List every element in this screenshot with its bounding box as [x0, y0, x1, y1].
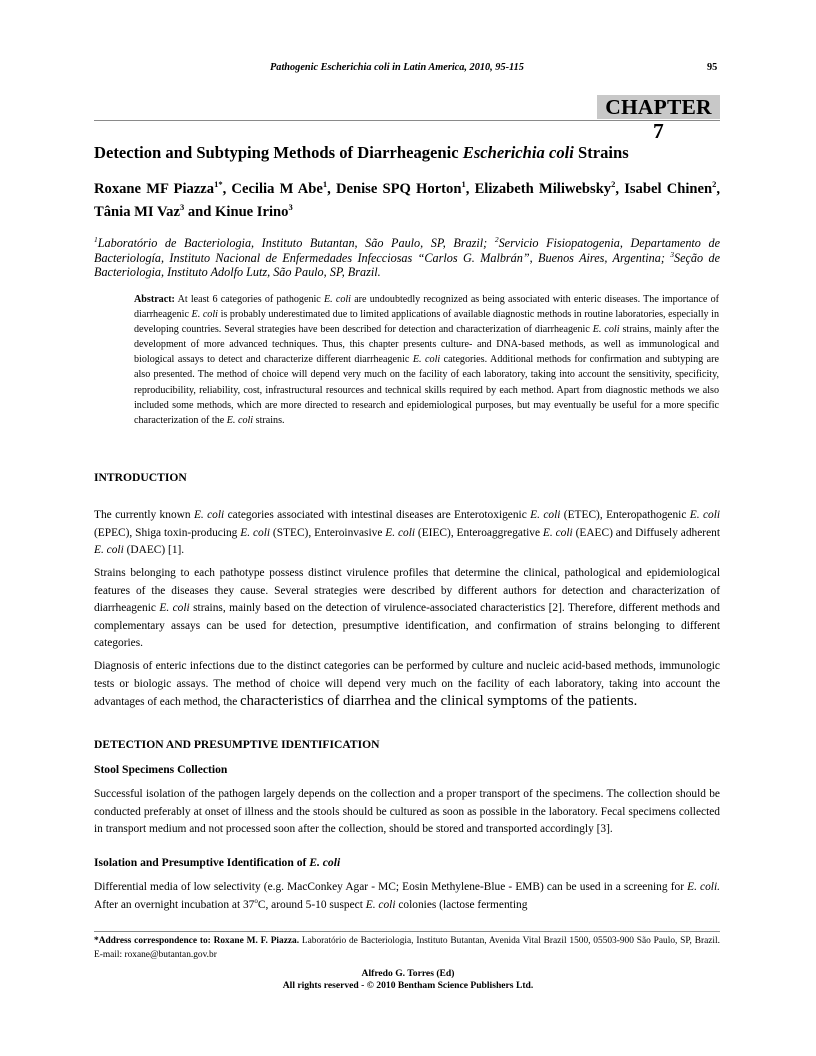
paragraph-stool: Successful isolation of the pathogen largely depends on the collection and a proper transport of the specimens. The collection should be conducted preferably at onset of illness and the stools should be cultured as soon as possible in the laboratory. Fecal specimens collected in transport medium and not processed soon after the collection, should be stored and transported accordingly [3].	[94, 788, 720, 835]
article-title	[94, 143, 734, 163]
author: Denise SPQ Horton$^1$,	[335, 179, 475, 197]
author: Elizabeth Miliwebsky$^2$,	[474, 179, 625, 197]
section-heading-introduction: INTRODUCTION	[94, 471, 187, 484]
imprint-editor: Alfredo G. Torres (Ed)	[361, 968, 455, 979]
paragraph-intro-3: Diagnosis of enteric infections due to the distinct categories can be performed by culture and nucleic acid-based methods, immunologic tests or biologic assays. The method of choice will depend very much on the facility of each laboratory, taking into account the advantages of each method, the characteristics of diarrhea and the clinical symptoms of the patients.	[94, 660, 720, 709]
paragraph-intro-1: The currently known E. coli categories associated with intestinal diseases are Enterotoxigenic E. coli (ETEC), Enteropathogenic E. coli (EPEC), Shiga toxin-producing E. coli (STEC), Enteroinvasive E. coli (EIEC), Enteroaggregative E. coli (EAEC) and Diffusely adherent E. coli (DAEC) [1].	[94, 509, 721, 556]
author: Tânia MI Vaz$^3$ and	[94, 201, 216, 220]
affiliation: Servicio Fisiopatogenia, Departamento de Bacteriología, Instituto Nacional de Enfermedades Infecciosas “Carlos G. Malbrán”, Buenos Aires, Argentina;	[94, 236, 720, 265]
author-list	[94, 178, 720, 223]
author: Isabel Chinen$^2$,	[624, 179, 721, 197]
affiliations: $^1$Laboratório de Bacteriologia, Instituto Butantan, São Paulo, SP, Brazil; $^2$Servicio Fisiopatogenia, Departamento de Bacteriología, Instituto Nacional de Enfermedades Infecciosas “Carlos G. Malbrán”, Buenos Aires, Argentina; $^3$Seção de Bacteriologia, Instituto Adolfo Lutz, São Paulo, SP, Brazil.	[94, 235, 720, 279]
abstract-label: Abstract:	[134, 294, 175, 305]
running-head-title: Pathogenic Escherichia coli in Latin America, 2010, 95-115	[270, 62, 524, 73]
paragraph-intro-2: Strains belonging to each pathotype possess distinct virulence profiles that determine the clinical, pathological and epidemiological features of the diseases they cause. Several strategies were described by different authors for detection and characterization of diarrheagenic E. coli strains, mainly based on the detection of virulence-associated characteristics [2]. Therefore, different methods and complementary assays can be used for detection, presumptive identification, and confirmation of strains belonging to different categories.	[94, 567, 721, 649]
section-heading-detection: DETECTION AND PRESUMPTIVE IDENTIFICATION	[94, 738, 380, 751]
author: Cecilia M Abe$^1$,	[231, 179, 336, 197]
title-text-end: Strains	[573, 143, 629, 162]
footnote-rule	[94, 931, 720, 932]
header-rule	[94, 120, 720, 121]
affiliation: Laboratório de Bacteriologia, Instituto Butantan, São Paulo, SP, Brazil;	[97, 236, 495, 250]
abstract: Abstract: At least 6 categories of pathogenic E. coli are undoubtedly recognized as being associated with enteric diseases. The importance of diarrheagenic E. coli is probably underestimated due to limited applications of available diagnostic methods in routine laboratories, especially in developing countries. Several strategies have been described for detection and characterization of diarrheagenic E. coli strains, mainly after the development of more advanced techniques. Thus, this chapter presents culture- and DNA-based methods, as well as immunological and biological assays to detect and characterize different diarrheagenic E. coli categories. Additional methods for confirmation and subtyping are also presented. The method of choice will depend very much on the facility of each laboratory, taking into account the sensitivity, specificity, reproducibility, reliability, cost, infrastructural resources and technical skills required by each method. Apart from diagnostic methods we also included some methods, which are more directed to research and epidemiological purposes, but may eventually be useful for a more specific characterization of the E. coli strains.	[134, 294, 720, 426]
author: Kinue Irino$^3$	[215, 201, 293, 220]
chapter-label: CHAPTER 7	[597, 95, 720, 119]
footnote-correspondence: *Address correspondence to: Roxane M. F. Piazza. Laboratório de Bacteriologia, Instituto Butantan, Avenida Vital Brazil 1500, 05503-900 São Paulo, SP, Brazil. E-mail: roxane@butantan.gov.br	[94, 936, 720, 960]
title-italic-text: Escherichia coli	[462, 143, 574, 162]
subsection-heading-stool: Stool Specimens Collection	[94, 763, 228, 776]
page-number: 95	[707, 62, 718, 73]
subsection-heading-isolation: Isolation and Presumptive Identification of E. coli	[94, 856, 341, 869]
author: Roxane MF Piazza$^{1*}$,	[94, 179, 232, 197]
paragraph-isolation: Differential media of low selectivity (e.g. MacConkey Agar - MC; Eosin Methylene-Blue - EMB) can be used in a screening for E. coli. After an overnight incubation at 37$^o$C, around 5-10 suspect E. coli colonies (lactose fermenting	[94, 881, 720, 911]
affiliation: Seção de Bacteriologia, Instituto Adolfo Lutz, São Paulo, SP, Brazil.	[94, 250, 720, 279]
title-text: Detection and Subtyping Methods of Diarrheagenic	[94, 143, 463, 162]
imprint-rights: All rights reserved - © 2010 Bentham Science Publishers Ltd.	[282, 980, 534, 991]
